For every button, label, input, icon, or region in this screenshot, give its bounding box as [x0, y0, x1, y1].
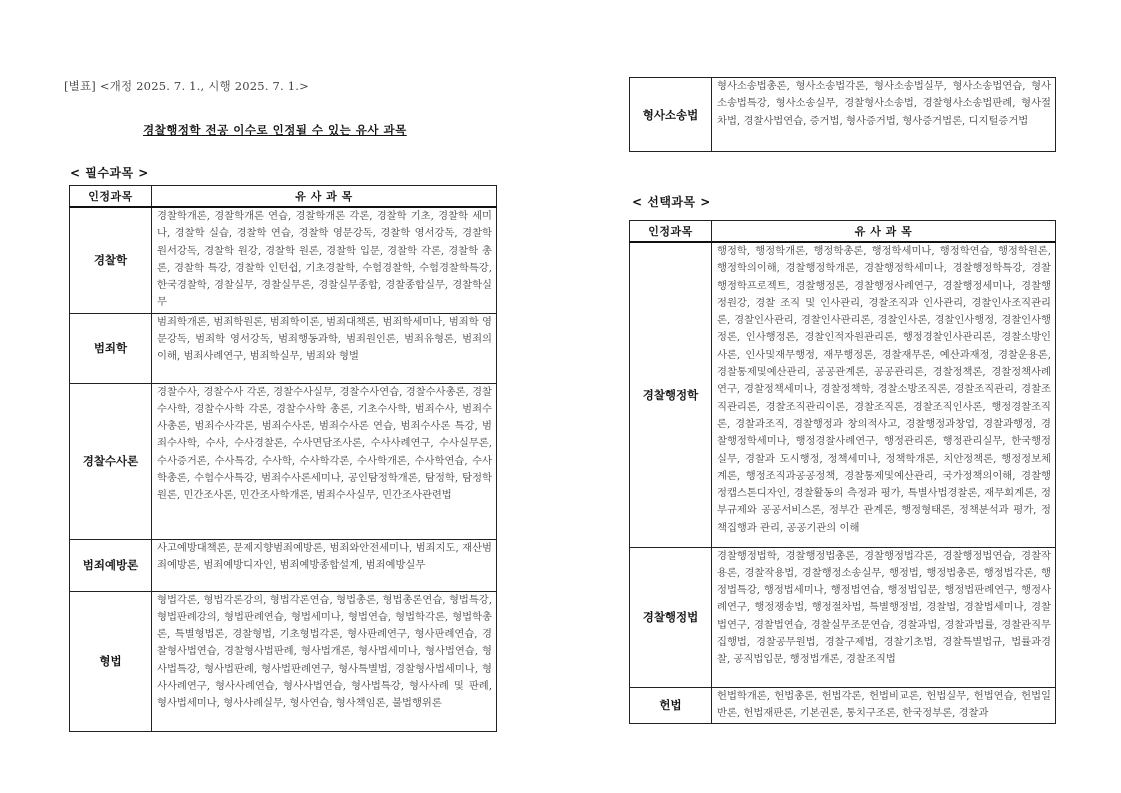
subject-name: 경찰행정법 — [630, 547, 712, 687]
required-section-label: < 필수과목 > — [70, 166, 149, 180]
elective-subjects-table — [629, 220, 1056, 724]
subject-name: 형법 — [70, 591, 152, 731]
document-title: 경찰행정학 전공 이수로 인정될 수 있는 유사 과목 — [143, 123, 407, 137]
table-row — [630, 687, 1056, 723]
table-row — [70, 383, 497, 539]
subject-name: 경찰행정학 — [630, 242, 712, 547]
similar-subjects: 행정학, 행정학개론, 행정학총론, 행정학세미나, 행정학연습, 행정학원론, 행정학의이해, 경찰행정학개론, 경찰행정학세미나, 경찰행정학특강, 경찰행정학프로젝트, 경찰행정론, 경찰행정사례연구, 경찰행정세미나, 경찰행정원강, 경찰 조직 및 인사관리, 경찰조직과 인사관리, 경찰인사조직관리론, 경찰인사관리, 경찰인사관리론, 경찰인사론, 경찰인사행정, 경찰인사행정론, 인사행정론, 경찰인적자원관리론, 행정경찰인사관리론, 경찰소방인사론, 인사및재무행정, 재무행정론, 경찰재무론, 예산과재정, 경찰운용론, 경찰통제및예산관리, 공공관계론, 공공관리론, 경찰정책론, 경찰정책사례연구, 경찰정책세미나, 경찰정책학, 경찰소방조직론, 경찰조직관리, 경찰조직관리론, 경찰조직관리이론, 경찰조직론, 경찰조직인사론, 행정경찰조직론, 경찰과조직, 경찰행정과 창의적사고, 경찰행정과창업, 경찰과행정, 경찰행정학세미나, 행정경찰사례연구, 행정관리론, 행정관리실무, 한국행정실무, 경찰과 도시행정, 정책세미나, 정책학개론, 치안정책론, 행정정보체계론, 행정조직과공공정책, 경찰통제및예산관리, 국가정책의이해, 경찰행정캡스톤디자인, 경찰활동의 측정과 평가, 특별사법경찰론, 재무회계론, 정부규제와 공공서비스론, 정부간 관계론, 행정형태론, 정책분석과 평가, 정책집행과 관리, 공공기관의 이해 — [712, 242, 1056, 547]
table-row — [70, 207, 497, 313]
column-header-similar: 유 사 과 목 — [152, 186, 497, 208]
table-row — [630, 547, 1056, 687]
similar-subjects: 경찰학개론, 경찰학개론 연습, 경찰학개론 각론, 경찰학 기초, 경찰학 세미나, 경찰학 실습, 경찰학 연습, 경찰학 영문강독, 경찰학 영서강독, 경찰학 원서강독, 경찰학 원강, 경찰학 원론, 경찰학 입문, 경찰학 각론, 경찰학 총론, 경찰학 특강, 경찰학 인턴쉽, 기초경찰학, 수험경찰학, 수험경찰학특강, 한국경찰학, 경찰실무, 경찰실무론, 경찰실무종합, 경찰종합실무, 경찰학실무 — [152, 207, 497, 313]
column-header-recognized: 인정과목 — [70, 186, 152, 208]
amendment-note: [별표] <개정 2025. 7. 1., 시행 2025. 7. 1.> — [64, 79, 309, 93]
similar-subjects: 헌법학개론, 헌법총론, 헌법각론, 헌법비교론, 헌법실무, 헌법연습, 헌법일반론, 헌법재판론, 기본권론, 통치구조론, 한국정부론, 경찰과 — [712, 687, 1056, 723]
required-subjects-table-continued — [629, 77, 1056, 152]
subject-name: 헌법 — [630, 687, 712, 723]
subject-name: 형사소송법 — [630, 78, 712, 152]
similar-subjects: 경찰행정법학, 경찰행정법총론, 경찰행정법각론, 경찰행정법연습, 경찰작용론, 경찰작용법, 경찰행정소송실무, 행정법, 행정법총론, 행정법각론, 행정법특강, 행정법세미나, 행정법연습, 행정법입문, 행정법판례연구, 행정사례연구, 행정쟁송법, 행정절차법, 특별행정법, 경찰법, 경찰법세미나, 경찰법연구, 경찰법연습, 경찰실무조문연습, 경찰과법, 경찰과법률, 경찰관직무집행법, 경찰공무원법, 경찰구제법, 경찰기초법, 경찰특별법규, 법률과경찰, 공직법입문, 행정법개론, 경찰조직법 — [712, 547, 1056, 687]
similar-subjects: 사고예방대책론, 문제지향범죄예방론, 범죄와안전세미나, 범죄지도, 재산범죄예방론, 범죄예방디자인, 범죄예방종합설계, 범죄예방실무 — [152, 539, 497, 591]
elective-section-label: < 선택과목 > — [632, 195, 711, 209]
table-header-row — [70, 186, 497, 208]
subject-name: 경찰학 — [70, 207, 152, 313]
table-row — [70, 539, 497, 591]
required-subjects-table — [69, 185, 497, 732]
table-row — [70, 591, 497, 731]
similar-subjects: 범죄학개론, 범죄학원론, 범죄학이론, 범죄대책론, 범죄학세미나, 범죄학 영문강독, 범죄학 영서강독, 범죄행동과학, 범죄원인론, 범죄유형론, 범죄의 이해, 범죄사례연구, 범죄학실무, 범죄와 형벌 — [152, 313, 497, 383]
similar-subjects: 형사소송법총론, 형사소송법각론, 형사소송법실무, 형사소송법연습, 형사소송법특강, 형사소송실무, 경찰형사소송법, 경찰형사소송법판례, 형사절차법, 경찰사법연습, 증거법, 형사증거법, 형사증거법론, 디지털증거법 — [712, 78, 1056, 152]
similar-subjects: 경찰수사, 경찰수사 각론, 경찰수사실무, 경찰수사연습, 경찰수사총론, 경찰수사학, 경찰수사학 각론, 경찰수사학 총론, 기초수사학, 범죄수사, 범죄수사총론, 범죄수사각론, 범죄수사론, 범죄수사론 연습, 범죄수사론 특강, 범죄수사학, 수사, 수사경찰론, 수사면담조사론, 수사사례연구, 수사실무론, 수사증거론, 수사특강, 수사학, 수사학각론, 수사학개론, 수사학연습, 수사학총론, 수험수사특강, 범죄수사론세미나, 공인탐정학개론, 탐정학, 탐정학원론, 민간조사론, 민간조사학개론, 범죄수사실무, 민간조사관련법 — [152, 383, 497, 539]
table-row — [70, 313, 497, 383]
table-header-row — [630, 221, 1056, 243]
table-row — [630, 78, 1056, 152]
similar-subjects: 형법각론, 형법각론강의, 형법각론연습, 형법총론, 형법총론연습, 형법특강, 형법판례강의, 형법판례연습, 형법세미나, 형법연습, 형법학각론, 형법학총론, 특별형법론, 경찰형법, 기초형법각론, 형사판례연구, 형사판례연습, 경찰형사법연습, 경찰형사법판례, 형사법개론, 형사법세미나, 형사법연습, 형사법특강, 형사법판례, 형사법판례연구, 형사특별법, 경찰형사법세미나, 형사사례연구, 형사사례연습, 형사사법연습, 형사법특강, 형사사례 및 판례, 형사법세미나, 형사사례실무, 형사연습, 형사책임론, 불법행위론 — [152, 591, 497, 731]
column-header-recognized: 인정과목 — [630, 221, 712, 243]
subject-name: 범죄예방론 — [70, 539, 152, 591]
column-header-similar: 유 사 과 목 — [712, 221, 1056, 243]
subject-name: 경찰수사론 — [70, 383, 152, 539]
subject-name: 범죄학 — [70, 313, 152, 383]
table-row — [630, 242, 1056, 547]
